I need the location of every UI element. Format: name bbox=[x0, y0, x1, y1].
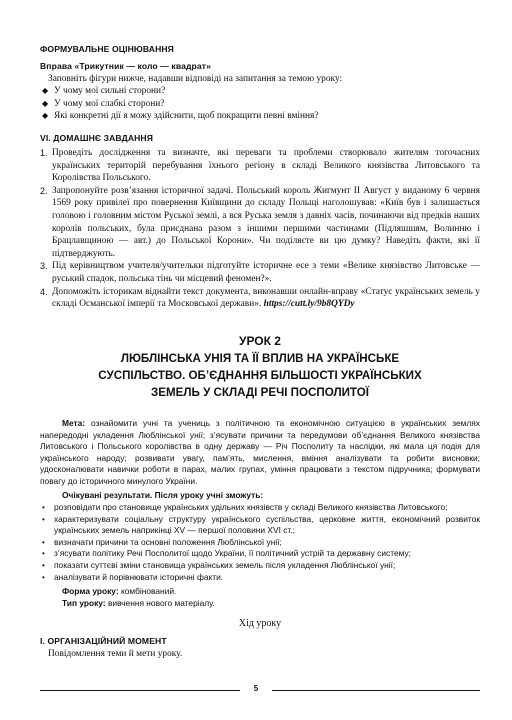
list-item: ◆ У чому мої сильні сторони? bbox=[42, 86, 166, 96]
dot-bullet-icon: • bbox=[42, 560, 45, 570]
footer-rule-right bbox=[272, 690, 480, 691]
diamond-bullet-icon: ◆ bbox=[42, 86, 49, 95]
list-item: • визначати причини та основні положення Люблінської унії; bbox=[42, 536, 282, 547]
results-heading: Очікувані результати. Після уроку учні зможуть: bbox=[62, 490, 264, 500]
org-heading: І. ОРГАНІЗАЦІЙНИЙ МОМЕНТ bbox=[40, 636, 167, 646]
page-number: 5 bbox=[253, 684, 259, 693]
list-item: • аналізувати й порівнювати історичні факти. bbox=[42, 571, 224, 582]
list-item: 2. Запропонуйте розв’язання історичної задачі. Польський король Жигмунт ІІ Август у виданому 6 червня 1569 року привілеї про повернення Київщини до складу Польщі наголошував: «Київ був і залишається головою і головним містом Руської землі, а вся Руська земля з давніх часів, починаючи від предків наших королів польських, була приєднана разом з іншими першими частинами (Підляшшям, Волинню і Брацлавщиною — авт.) до Польської Корони». Чи поділяєте ви цю думку? Наведіть факти, які її підтверджують. bbox=[40, 185, 480, 259]
dot-bullet-icon: • bbox=[42, 514, 45, 524]
formative-heading: ФОРМУВАЛЬНЕ ОЦІНЮВАННЯ bbox=[40, 44, 174, 54]
lesson-form: Форма уроку: комбінований. bbox=[62, 586, 177, 596]
diamond-bullet-icon: ◆ bbox=[42, 111, 49, 121]
list-item: • показати суттєві зміни становища українських земель після укладення Люблінської унії; bbox=[42, 559, 396, 570]
homework-list bbox=[40, 147, 480, 311]
course-heading: Хід уроку bbox=[238, 618, 282, 629]
formative-questions bbox=[40, 85, 480, 123]
footer-rule-left bbox=[40, 690, 240, 691]
list-item: 1. Проведіть дослідження та визначте, які переваги та проблеми створювало жителям тогочасних українських територій перебування їхнього регіону в складі Великого князівства Литовського та Королівства Польського. bbox=[40, 148, 480, 184]
list-item: • розповідати про становище українських удільних князівств у складі Великого князівства Литовського; bbox=[42, 502, 448, 512]
dot-bullet-icon: • bbox=[42, 549, 45, 559]
exercise-title: Вправа «Трикутник — коло — квадрат» bbox=[40, 61, 211, 71]
lesson-title: ЛЮБЛІНСЬКА УНІЯ ТА ЇЇ ВПЛИВ НА УКРАЇНСЬКЕ СУСПІЛЬСТВО. ОБ’ЄДНАННЯ БІЛЬШОСТІ УКРАЇНСЬКИХ ЗЕМЕЛЬ У СКЛАДІ РЕЧІ ПОСПОЛИТОЇ bbox=[98, 352, 422, 399]
exercise-link[interactable]: https://cutt.ly/9b8QYDy bbox=[263, 299, 355, 310]
list-item: • з’ясувати політику Речі Посполитої щодо України, її політичний устрій та державну систему; bbox=[42, 548, 411, 559]
exercise-intro: Заповніть фігури нижче, надавши відповіді на запитання за темою уроку: bbox=[48, 74, 343, 84]
org-text: Повідомлення теми й мети уроку. bbox=[48, 649, 183, 659]
list-item: 4. Допоможіть історикам віднайти текст документа, виконавши онлайн-вправу «Статус українських земель у складі Османської імперії та Московської держави». https://cutt.ly/9b8QYDy bbox=[40, 286, 480, 310]
results-list bbox=[40, 502, 480, 583]
list-item: • характеризувати соціальну структуру українського суспільства, церковне життя, економічний розвиток українських земель наприкінці XV — першої половини XVI ст.; bbox=[42, 513, 480, 536]
homework-heading: VI. ДОМАШНЄ ЗАВДАННЯ bbox=[40, 133, 154, 143]
dot-bullet-icon: • bbox=[42, 537, 45, 547]
diamond-bullet-icon: ◆ bbox=[42, 98, 49, 108]
list-item: 3. Під керівництвом учителя/учительки підготуйте історичне есе з теми «Велике князівство Литовське — руський спадок, польська тінь чи місцевий феномен?». bbox=[40, 261, 480, 284]
lesson-type: Тип уроку: вивчення нового матеріалу. bbox=[62, 598, 215, 608]
dot-bullet-icon: • bbox=[42, 503, 45, 512]
dot-bullet-icon: • bbox=[42, 572, 45, 582]
lesson-goal: Мета: ознайомити учні та учениць з політичною та економічною ситуацією в українських землях напередодні укладення Люблінської унії; з’ясувати причини та передумови об’єднання Великого князівства Литовського і Польського королівства в одну державу — Річ Посполиту та наслідки, які мала ця подія для українського народу; розвивати увагу, пам’ять, мислення, вміння аналізувати та робити висновки; удосконалювати навички роботи в парах, малих групах, уміння працювати з текстом підручника; формувати повагу до історичного минулого України. bbox=[40, 418, 480, 486]
lesson-number: УРОК 2 bbox=[239, 334, 281, 348]
list-item: ◆ Які конкретні дії я можу здійснити, щоб покращити певні вміння? bbox=[42, 111, 319, 122]
list-item: ◆ У чому мої слабкі сторони? bbox=[42, 98, 165, 109]
